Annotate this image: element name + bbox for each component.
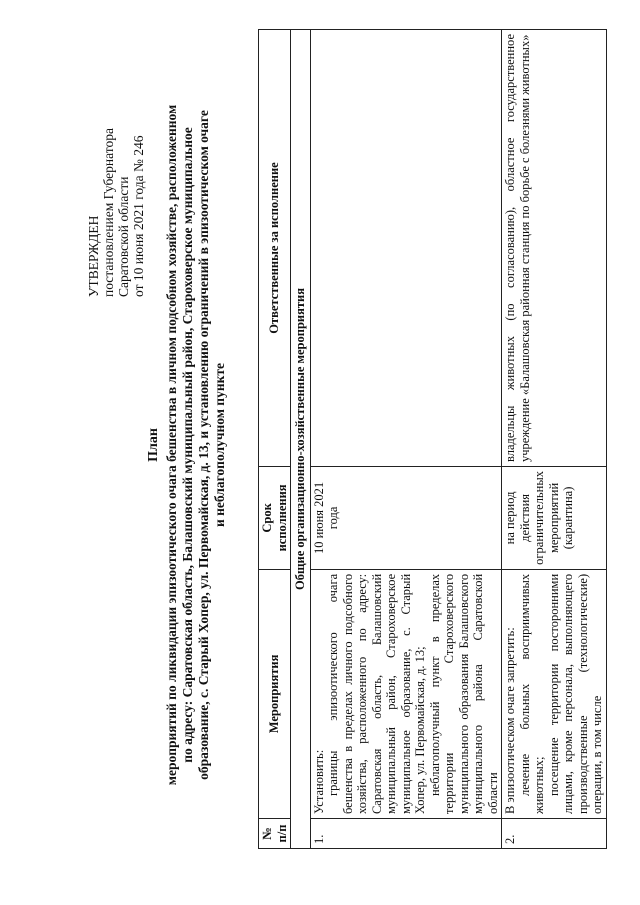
activity-line: границы эпизоотического очага бешенства в пределах личного подсобного хозяйства, расположенного по адресу: Саратовская область, Балашовский муниципальный район, Староховерское муниципальное образование, с. Старый Хопер, ул. Первомайская, д. 13; — [326, 573, 427, 815]
row-responsible: владельцы животных (по согласованию), областное государственное учреждение «Балашовская районная станция по борьбе с болезнями животных» — [502, 30, 607, 467]
table-row — [310, 30, 502, 849]
plan-table — [258, 29, 607, 849]
table-row — [502, 30, 607, 849]
row-num: 2. — [502, 819, 607, 849]
title-line: мероприятий по ликвидации эпизоотического очага бешенства в личном подсобном хозяйстве, расположенном — [164, 104, 179, 786]
title-line: по адресу: Саратовская область, Балашовский муниципальный район, Староховерское муниципальное — [180, 127, 195, 763]
header-num: № п/п — [259, 819, 291, 849]
document-title — [146, 45, 228, 845]
section-row — [291, 30, 311, 849]
activity-line: В эпизоотическом очаге запретить: — [503, 627, 517, 815]
approval-stamp — [86, 37, 146, 297]
approval-line: УТВЕРЖДЕН — [86, 215, 101, 297]
approval-line: постановлением Губернатора — [101, 128, 116, 297]
activity-line: неблагополучный пункт в пределах территории Староховерского муниципального образования Балашовского муниципального района Саратовской области — [427, 573, 500, 815]
activity-line: лечение больных восприимчивых животных; — [517, 573, 546, 815]
section-title: Общие организационно-хозяйственные мероприятия — [291, 30, 311, 849]
approval-line: от 10 июня 2021 года № 246 — [131, 135, 146, 297]
header-term: Срок исполнения — [259, 467, 291, 570]
row-activities — [310, 569, 502, 818]
title-heading: План — [146, 428, 161, 462]
title-line: и неблагополучном пункте — [212, 362, 227, 528]
activity-line: посещение территории посторонними лицами, кроме персонала, выполняющего производственные (технологические) операции, в том числе — [546, 573, 604, 815]
table-header-row — [259, 30, 291, 849]
title-line: образование, с. Старый Хопер, ул. Первомайская, д. 13, и установлению ограничений в эпизоотическом очаге — [196, 110, 211, 780]
approval-line: Саратовской области — [116, 176, 131, 297]
row-num: 1. — [310, 819, 502, 849]
row-term: 10 июня 2021 года — [310, 467, 502, 570]
row-activities — [502, 569, 607, 818]
header-responsible: Ответственные за исполнение — [259, 30, 291, 467]
header-activities: Мероприятия — [259, 569, 291, 818]
row-responsible — [310, 30, 502, 467]
activity-line: Установить: — [311, 749, 326, 815]
row-term: на период действия ограничительных мероприятий (карантина) — [502, 467, 607, 570]
